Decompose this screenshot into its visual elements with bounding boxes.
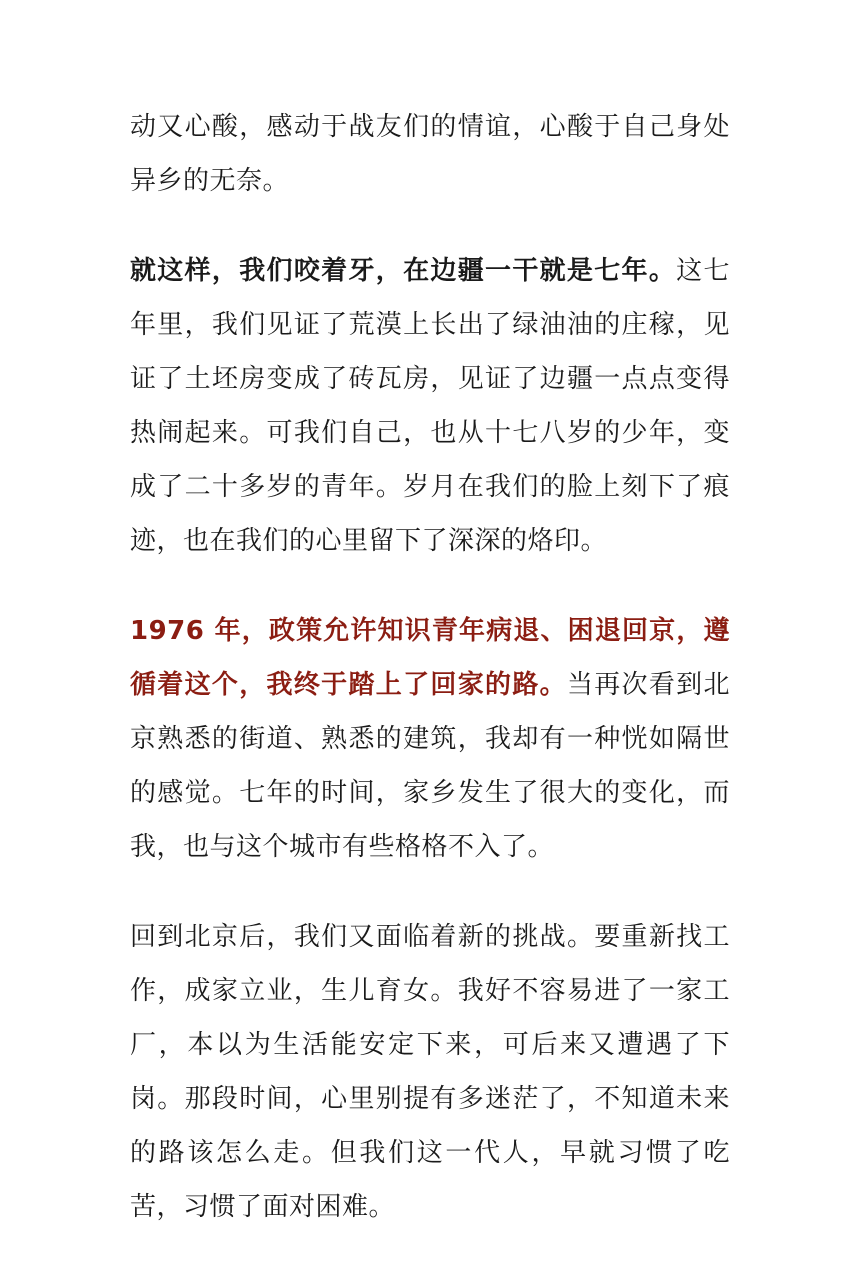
paragraph-3-highlight-lead: 1976 年，政策允许知识青年病退、困退回京，遵循着这个，我终于踏上了回家的路。 <box>130 616 730 700</box>
paragraph-4-text: 回到北京后，我们又面临着新的挑战。要重新找工作，成家立业，生儿育女。我好不容易进了一家工厂，本以为生活能安定下来，可后来又遭遇了下岗。那段时间，心里别提有多迷茫了，不知道未来的路该怎么走。但我们这一代人，早就习惯了吃苦，习惯了面对困难。 <box>130 922 730 1222</box>
paragraph-2 <box>130 244 730 568</box>
paragraph-1-text: 动又心酸，感动于战友们的情谊，心酸于自己身处异乡的无奈。 <box>130 112 730 196</box>
paragraph-1 <box>130 100 730 208</box>
paragraph-3 <box>130 604 730 874</box>
paragraph-4 <box>130 910 730 1234</box>
article-body <box>130 100 730 1270</box>
paragraph-2-text: 这七年里，我们见证了荒漠上长出了绿油油的庄稼，见证了土坯房变成了砖瓦房，见证了边疆一点点变得热闹起来。可我们自己，也从十七八岁的少年，变成了二十多岁的青年。岁月在我们的脸上刻下了痕迹，也在我们的心里留下了深深的烙印。 <box>130 256 730 556</box>
paragraph-3-text: 当再次看到北京熟悉的街道、熟悉的建筑，我却有一种恍如隔世的感觉。七年的时间，家乡发生了很大的变化，而我，也与这个城市有些格格不入了。 <box>130 670 730 862</box>
paragraph-2-bold-lead: 就这样，我们咬着牙，在边疆一干就是七年。 <box>130 256 677 286</box>
